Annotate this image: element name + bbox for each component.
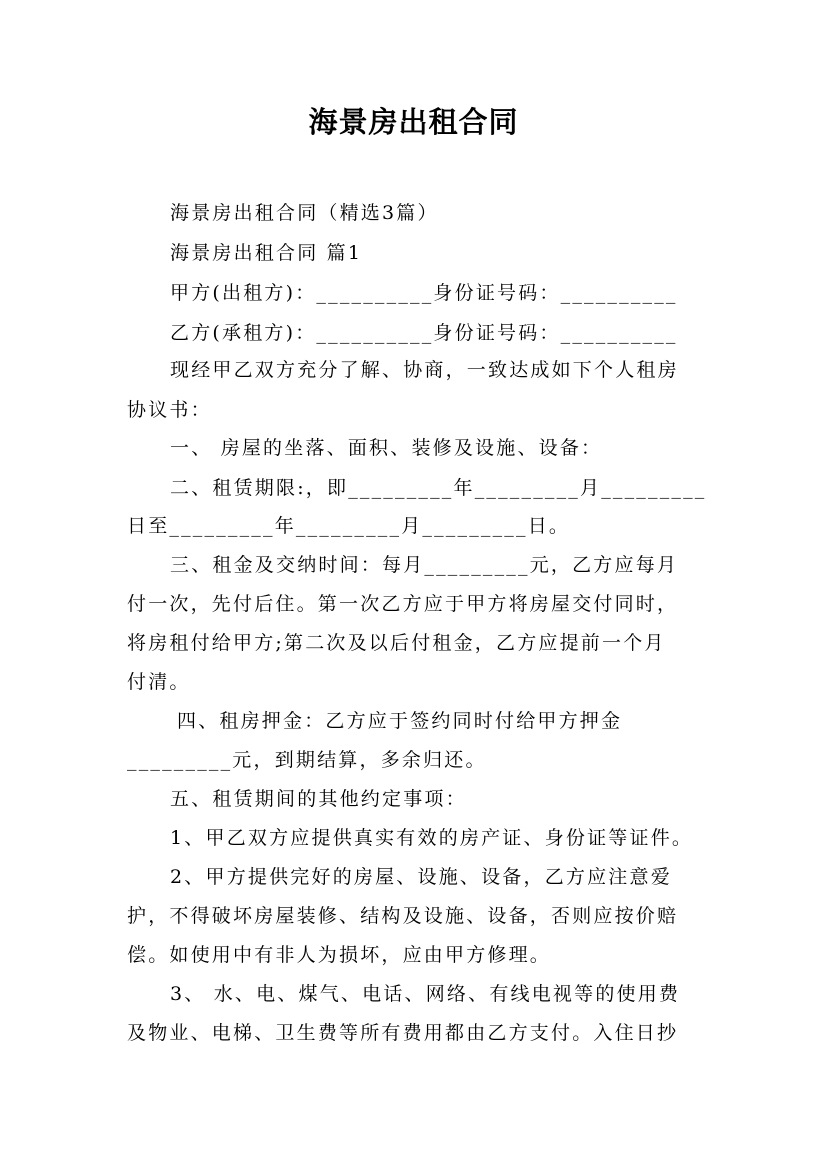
- doc-line-item-3-cont: 及物业、电梯、卫生费等所有费用都由乙方支付。入住日抄: [127, 1022, 679, 1044]
- doc-line-party-b: 乙方(承租方)：__________身份证号码：__________: [170, 322, 678, 344]
- doc-line-clause-3: 三、租金及交纳时间：每月_________元，乙方应每月: [170, 554, 679, 576]
- document-title: 海景房出租合同: [308, 105, 519, 139]
- doc-line-item-3: 3、 水、电、煤气、电话、网络、有线电视等的使用费: [170, 983, 681, 1005]
- doc-line-clause-4: 四、租房押金：乙方应于签约同时付给甲方押金: [177, 710, 623, 732]
- doc-line-clause-2-cont: 日至_________年_________月_________日。: [127, 515, 571, 537]
- doc-line-clause-5: 五、租赁期间的其他约定事项：: [170, 788, 467, 810]
- doc-line-clause-3-cont-3: 付清。: [127, 671, 191, 693]
- doc-line-item-2-cont-1: 护，不得破坏房屋装修、结构及设施、设备，否则应按价赔: [127, 905, 679, 927]
- doc-line-clause-4-cont: _________元，到期结算，多余归还。: [127, 749, 487, 771]
- doc-line-clause-2: 二、租赁期限:，即_________年_________月_________: [170, 477, 707, 499]
- doc-line-intro-cont: 协议书：: [127, 399, 212, 421]
- doc-line-clause-3-cont-1: 付一次，先付后住。第一次乙方应于甲方将房屋交付同时，: [127, 593, 679, 615]
- doc-line-intro: 现经甲乙双方充分了解、协商，一致达成如下个人租房: [170, 359, 679, 381]
- doc-line-item-2-cont-2: 偿。如使用中有非人为损坏，应由甲方修理。: [127, 944, 552, 966]
- doc-line-clause-1: 一、 房屋的坐落、面积、装修及设施、设备：: [170, 437, 603, 459]
- doc-line-item-2: 2、甲方提供完好的房屋、设施、设备，乙方应注意爱: [170, 866, 672, 888]
- doc-line-item-1: 1、甲乙双方应提供真实有效的房产证、身份证等证件。: [170, 827, 694, 849]
- doc-line-subtitle: 海景房出租合同（精选3篇）: [170, 202, 439, 224]
- doc-line-section-heading: 海景房出租合同 篇1: [170, 242, 363, 264]
- doc-line-clause-3-cont-2: 将房租付给甲方;第二次及以后付租金，乙方应提前一个月: [127, 632, 666, 654]
- doc-line-party-a: 甲方(出租方)：__________身份证号码：__________: [170, 282, 678, 304]
